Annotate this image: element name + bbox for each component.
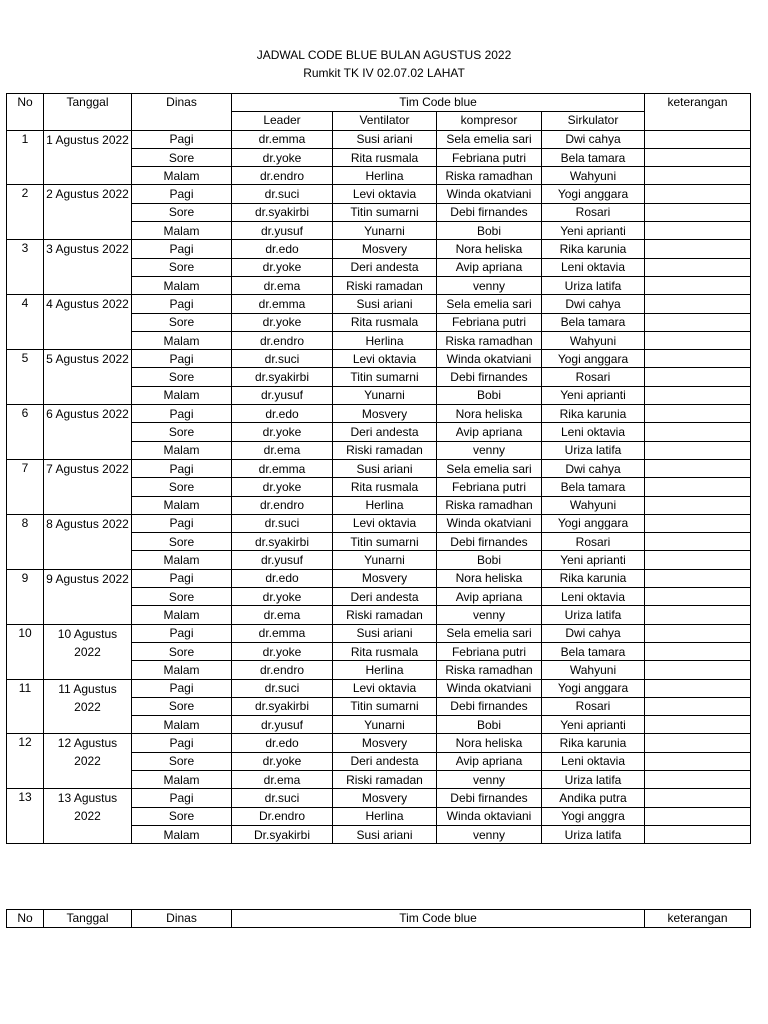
shift-kompresor: Febriana putri (437, 478, 542, 496)
header-ventilator: Ventilator (333, 112, 437, 130)
shift-leader: dr.ema (232, 441, 333, 459)
header-tim-code-blue: Tim Code blue (232, 910, 645, 928)
shift-leader: dr.ema (232, 606, 333, 624)
shift-leader: dr.yoke (232, 588, 333, 606)
shift-ventilator: Deri andesta (333, 258, 437, 276)
shift-dinas: Sore (132, 148, 232, 166)
shift-leader: dr.endro (232, 167, 333, 185)
shift-keterangan (645, 606, 751, 624)
shift-leader: dr.yoke (232, 148, 333, 166)
shift-sirkulator: Yeni aprianti (542, 551, 645, 569)
shift-kompresor: Winda okatviani (437, 679, 542, 697)
day-date: 8 Agustus 2022 (44, 514, 132, 569)
shift-leader: dr.yoke (232, 258, 333, 276)
day-number: 13 (7, 789, 44, 844)
day-number: 7 (7, 459, 44, 514)
shift-kompresor: Riska ramadhan (437, 167, 542, 185)
shift-keterangan (645, 130, 751, 148)
day-number: 9 (7, 569, 44, 624)
header-keterangan: keterangan (645, 910, 751, 928)
shift-dinas: Pagi (132, 789, 232, 807)
day-number: 1 (7, 130, 44, 185)
shift-keterangan (645, 588, 751, 606)
shift-leader: Dr.endro (232, 807, 333, 825)
shift-kompresor: Nora heliska (437, 240, 542, 258)
schedule-table-continued (6, 909, 751, 928)
shift-dinas: Sore (132, 203, 232, 221)
shift-kompresor: Nora heliska (437, 569, 542, 587)
shift-leader: dr.suci (232, 350, 333, 368)
day-number: 11 (7, 679, 44, 734)
shift-ventilator: Titin sumarni (333, 697, 437, 715)
day-number: 5 (7, 350, 44, 405)
shift-leader: dr.suci (232, 789, 333, 807)
day-date: 4 Agustus 2022 (44, 295, 132, 350)
shift-keterangan (645, 405, 751, 423)
shift-ventilator: Yunarni (333, 222, 437, 240)
shift-dinas: Malam (132, 331, 232, 349)
shift-kompresor: Bobi (437, 551, 542, 569)
shift-dinas: Sore (132, 313, 232, 331)
schedule-body (7, 130, 751, 844)
shift-dinas: Pagi (132, 240, 232, 258)
shift-sirkulator: Bela tamara (542, 478, 645, 496)
shift-kompresor: venny (437, 770, 542, 788)
shift-dinas: Malam (132, 167, 232, 185)
shift-dinas: Malam (132, 716, 232, 734)
shift-dinas: Sore (132, 368, 232, 386)
shift-kompresor: Nora heliska (437, 734, 542, 752)
shift-ventilator: Deri andesta (333, 752, 437, 770)
shift-dinas: Malam (132, 496, 232, 514)
shift-ventilator: Yunarni (333, 386, 437, 404)
shift-keterangan (645, 386, 751, 404)
shift-keterangan (645, 514, 751, 532)
shift-leader: dr.yoke (232, 752, 333, 770)
shift-ventilator: Herlina (333, 496, 437, 514)
header-row-continued (7, 910, 751, 928)
shift-sirkulator: Wahyuni (542, 496, 645, 514)
shift-sirkulator: Dwi cahya (542, 130, 645, 148)
shift-sirkulator: Rosari (542, 697, 645, 715)
shift-ventilator: Deri andesta (333, 423, 437, 441)
shift-dinas: Sore (132, 752, 232, 770)
shift-keterangan (645, 478, 751, 496)
shift-keterangan (645, 551, 751, 569)
shift-leader: dr.yoke (232, 478, 333, 496)
shift-kompresor: Sela emelia sari (437, 295, 542, 313)
shift-kompresor: Febriana putri (437, 642, 542, 660)
shift-dinas: Malam (132, 386, 232, 404)
shift-sirkulator: Andika putra (542, 789, 645, 807)
shift-leader: dr.emma (232, 295, 333, 313)
table-row (7, 405, 751, 423)
shift-keterangan (645, 752, 751, 770)
shift-kompresor: venny (437, 441, 542, 459)
shift-sirkulator: Uriza latifa (542, 770, 645, 788)
shift-sirkulator: Yogi anggara (542, 185, 645, 203)
shift-leader: dr.endro (232, 331, 333, 349)
day-number: 8 (7, 514, 44, 569)
shift-ventilator: Levi oktavia (333, 185, 437, 203)
table-row (7, 679, 751, 697)
shift-leader: dr.emma (232, 624, 333, 642)
shift-keterangan (645, 569, 751, 587)
shift-keterangan (645, 258, 751, 276)
shift-leader: dr.yusuf (232, 386, 333, 404)
shift-sirkulator: Uriza latifa (542, 606, 645, 624)
shift-dinas: Sore (132, 478, 232, 496)
shift-keterangan (645, 313, 751, 331)
shift-kompresor: Febriana putri (437, 148, 542, 166)
day-number: 3 (7, 240, 44, 295)
shift-leader: dr.syakirbi (232, 203, 333, 221)
shift-dinas: Malam (132, 276, 232, 294)
table-row (7, 130, 751, 148)
shift-ventilator: Herlina (333, 807, 437, 825)
shift-keterangan (645, 295, 751, 313)
shift-ventilator: Titin sumarni (333, 368, 437, 386)
shift-keterangan (645, 661, 751, 679)
day-date: 6 Agustus 2022 (44, 405, 132, 460)
shift-sirkulator: Uriza latifa (542, 825, 645, 843)
shift-dinas: Pagi (132, 679, 232, 697)
day-number: 6 (7, 405, 44, 460)
table-row (7, 295, 751, 313)
shift-leader: dr.suci (232, 514, 333, 532)
shift-dinas: Pagi (132, 459, 232, 477)
shift-sirkulator: Yogi anggara (542, 350, 645, 368)
shift-sirkulator: Rika karunia (542, 734, 645, 752)
shift-ventilator: Susi ariani (333, 825, 437, 843)
day-date: 2 Agustus 2022 (44, 185, 132, 240)
shift-leader: dr.yusuf (232, 222, 333, 240)
shift-keterangan (645, 807, 751, 825)
shift-keterangan (645, 203, 751, 221)
shift-sirkulator: Dwi cahya (542, 459, 645, 477)
shift-leader: dr.edo (232, 734, 333, 752)
shift-sirkulator: Yeni aprianti (542, 716, 645, 734)
day-number: 2 (7, 185, 44, 240)
header-tim-code-blue: Tim Code blue (232, 94, 645, 112)
shift-kompresor: Nora heliska (437, 405, 542, 423)
table-row (7, 514, 751, 532)
shift-kompresor: Bobi (437, 386, 542, 404)
shift-kompresor: Sela emelia sari (437, 624, 542, 642)
shift-kompresor: Debi firnandes (437, 789, 542, 807)
shift-kompresor: Sela emelia sari (437, 459, 542, 477)
shift-dinas: Sore (132, 697, 232, 715)
shift-sirkulator: Wahyuni (542, 661, 645, 679)
shift-kompresor: Avip apriana (437, 258, 542, 276)
header-row (7, 94, 751, 112)
shift-keterangan (645, 825, 751, 843)
table-row (7, 789, 751, 807)
shift-ventilator: Herlina (333, 661, 437, 679)
shift-ventilator: Riski ramadan (333, 441, 437, 459)
shift-sirkulator: Dwi cahya (542, 624, 645, 642)
shift-ventilator: Riski ramadan (333, 276, 437, 294)
table-row (7, 240, 751, 258)
shift-kompresor: Winda oktaviani (437, 807, 542, 825)
shift-sirkulator: Rosari (542, 533, 645, 551)
header-tanggal: Tanggal (44, 910, 132, 928)
shift-dinas: Pagi (132, 569, 232, 587)
shift-kompresor: Winda okatviani (437, 185, 542, 203)
table-row (7, 569, 751, 587)
shift-dinas: Sore (132, 423, 232, 441)
shift-dinas: Malam (132, 222, 232, 240)
shift-kompresor: Debi firnandes (437, 697, 542, 715)
shift-leader: dr.ema (232, 770, 333, 788)
shift-keterangan (645, 789, 751, 807)
day-date: 12 Agustus 2022 (44, 734, 132, 789)
shift-sirkulator: Uriza latifa (542, 276, 645, 294)
shift-leader: dr.syakirbi (232, 697, 333, 715)
header-no: No (7, 910, 44, 928)
shift-dinas: Pagi (132, 624, 232, 642)
day-date: 7 Agustus 2022 (44, 459, 132, 514)
shift-ventilator: Herlina (333, 167, 437, 185)
shift-leader: dr.suci (232, 679, 333, 697)
shift-sirkulator: Rosari (542, 203, 645, 221)
shift-keterangan (645, 770, 751, 788)
day-number: 12 (7, 734, 44, 789)
shift-keterangan (645, 185, 751, 203)
shift-kompresor: Sela emelia sari (437, 130, 542, 148)
shift-kompresor: Febriana putri (437, 313, 542, 331)
shift-sirkulator: Bela tamara (542, 148, 645, 166)
day-number: 10 (7, 624, 44, 679)
shift-sirkulator: Dwi cahya (542, 295, 645, 313)
shift-ventilator: Titin sumarni (333, 533, 437, 551)
shift-keterangan (645, 350, 751, 368)
shift-leader: dr.emma (232, 130, 333, 148)
document-title: JADWAL CODE BLUE BULAN AGUSTUS 2022 (256, 48, 512, 62)
shift-keterangan (645, 423, 751, 441)
shift-kompresor: venny (437, 276, 542, 294)
shift-keterangan (645, 276, 751, 294)
shift-kompresor: Debi firnandes (437, 368, 542, 386)
shift-ventilator: Yunarni (333, 716, 437, 734)
shift-leader: Dr.syakirbi (232, 825, 333, 843)
day-date: 9 Agustus 2022 (44, 569, 132, 624)
shift-dinas: Sore (132, 588, 232, 606)
shift-sirkulator: Rosari (542, 368, 645, 386)
shift-ventilator: Titin sumarni (333, 203, 437, 221)
shift-leader: dr.yoke (232, 313, 333, 331)
shift-sirkulator: Yeni aprianti (542, 386, 645, 404)
shift-leader: dr.yoke (232, 642, 333, 660)
shift-dinas: Pagi (132, 350, 232, 368)
shift-leader: dr.edo (232, 569, 333, 587)
shift-keterangan (645, 496, 751, 514)
shift-ventilator: Rita rusmala (333, 148, 437, 166)
shift-ventilator: Mosvery (333, 734, 437, 752)
table-row (7, 459, 751, 477)
shift-kompresor: Debi firnandes (437, 203, 542, 221)
day-date: 10 Agustus 2022 (44, 624, 132, 679)
table-row (7, 734, 751, 752)
shift-keterangan (645, 222, 751, 240)
shift-kompresor: Riska ramadhan (437, 661, 542, 679)
table-row (7, 624, 751, 642)
shift-leader: dr.emma (232, 459, 333, 477)
shift-dinas: Pagi (132, 185, 232, 203)
shift-kompresor: Bobi (437, 716, 542, 734)
shift-sirkulator: Yogi anggra (542, 807, 645, 825)
shift-keterangan (645, 533, 751, 551)
shift-keterangan (645, 716, 751, 734)
shift-leader: dr.edo (232, 405, 333, 423)
header-dinas: Dinas (132, 94, 232, 131)
shift-sirkulator: Bela tamara (542, 313, 645, 331)
shift-dinas: Malam (132, 770, 232, 788)
shift-leader: dr.syakirbi (232, 368, 333, 386)
shift-leader: dr.endro (232, 496, 333, 514)
day-date: 13 Agustus 2022 (44, 789, 132, 844)
shift-dinas: Malam (132, 441, 232, 459)
shift-keterangan (645, 697, 751, 715)
shift-sirkulator: Leni oktavia (542, 423, 645, 441)
shift-ventilator: Susi ariani (333, 459, 437, 477)
shift-kompresor: Bobi (437, 222, 542, 240)
shift-dinas: Sore (132, 807, 232, 825)
shift-dinas: Pagi (132, 514, 232, 532)
shift-ventilator: Mosvery (333, 569, 437, 587)
day-date: 1 Agustus 2022 (44, 130, 132, 185)
shift-sirkulator: Rika karunia (542, 569, 645, 587)
shift-kompresor: venny (437, 606, 542, 624)
shift-kompresor: Avip apriana (437, 423, 542, 441)
shift-sirkulator: Rika karunia (542, 405, 645, 423)
shift-ventilator: Deri andesta (333, 588, 437, 606)
shift-ventilator: Yunarni (333, 551, 437, 569)
document-subtitle: Rumkit TK IV 02.07.02 LAHAT (303, 66, 465, 80)
day-date: 11 Agustus 2022 (44, 679, 132, 734)
shift-keterangan (645, 167, 751, 185)
shift-kompresor: Riska ramadhan (437, 331, 542, 349)
header-sirkulator: Sirkulator (542, 112, 645, 130)
shift-ventilator: Riski ramadan (333, 606, 437, 624)
shift-keterangan (645, 734, 751, 752)
shift-keterangan (645, 642, 751, 660)
shift-keterangan (645, 148, 751, 166)
schedule-table (6, 93, 751, 844)
shift-dinas: Pagi (132, 405, 232, 423)
shift-keterangan (645, 679, 751, 697)
shift-dinas: Malam (132, 661, 232, 679)
shift-ventilator: Susi ariani (333, 624, 437, 642)
shift-dinas: Pagi (132, 734, 232, 752)
shift-dinas: Pagi (132, 295, 232, 313)
shift-leader: dr.edo (232, 240, 333, 258)
shift-dinas: Sore (132, 642, 232, 660)
shift-ventilator: Susi ariani (333, 130, 437, 148)
day-date: 5 Agustus 2022 (44, 350, 132, 405)
shift-ventilator: Rita rusmala (333, 478, 437, 496)
shift-sirkulator: Leni oktavia (542, 588, 645, 606)
shift-leader: dr.yoke (232, 423, 333, 441)
shift-sirkulator: Wahyuni (542, 167, 645, 185)
shift-kompresor: Riska ramadhan (437, 496, 542, 514)
shift-dinas: Sore (132, 533, 232, 551)
header-leader: Leader (232, 112, 333, 130)
shift-sirkulator: Yogi anggara (542, 514, 645, 532)
table-row (7, 350, 751, 368)
shift-keterangan (645, 368, 751, 386)
day-date: 3 Agustus 2022 (44, 240, 132, 295)
shift-sirkulator: Yeni aprianti (542, 222, 645, 240)
shift-ventilator: Rita rusmala (333, 642, 437, 660)
shift-keterangan (645, 331, 751, 349)
shift-keterangan (645, 459, 751, 477)
shift-dinas: Malam (132, 825, 232, 843)
shift-keterangan (645, 441, 751, 459)
shift-ventilator: Riski ramadan (333, 770, 437, 788)
shift-ventilator: Levi oktavia (333, 514, 437, 532)
shift-ventilator: Susi ariani (333, 295, 437, 313)
shift-sirkulator: Leni oktavia (542, 752, 645, 770)
shift-dinas: Sore (132, 258, 232, 276)
shift-leader: dr.endro (232, 661, 333, 679)
shift-dinas: Pagi (132, 130, 232, 148)
header-tanggal: Tanggal (44, 94, 132, 131)
shift-ventilator: Levi oktavia (333, 350, 437, 368)
shift-ventilator: Herlina (333, 331, 437, 349)
shift-kompresor: venny (437, 825, 542, 843)
shift-ventilator: Mosvery (333, 240, 437, 258)
shift-sirkulator: Wahyuni (542, 331, 645, 349)
shift-kompresor: Winda okatviani (437, 514, 542, 532)
shift-sirkulator: Leni oktavia (542, 258, 645, 276)
shift-sirkulator: Rika karunia (542, 240, 645, 258)
shift-keterangan (645, 240, 751, 258)
shift-ventilator: Rita rusmala (333, 313, 437, 331)
shift-sirkulator: Yogi anggara (542, 679, 645, 697)
shift-keterangan (645, 624, 751, 642)
shift-leader: dr.syakirbi (232, 533, 333, 551)
shift-leader: dr.yusuf (232, 716, 333, 734)
table-row (7, 185, 751, 203)
shift-sirkulator: Bela tamara (542, 642, 645, 660)
header-dinas: Dinas (132, 910, 232, 928)
shift-ventilator: Mosvery (333, 405, 437, 423)
shift-kompresor: Avip apriana (437, 588, 542, 606)
shift-sirkulator: Uriza latifa (542, 441, 645, 459)
shift-dinas: Malam (132, 606, 232, 624)
shift-ventilator: Levi oktavia (333, 679, 437, 697)
shift-leader: dr.suci (232, 185, 333, 203)
shift-ventilator: Mosvery (333, 789, 437, 807)
shift-leader: dr.yusuf (232, 551, 333, 569)
shift-kompresor: Avip apriana (437, 752, 542, 770)
header-no: No (7, 94, 44, 131)
shift-kompresor: Winda okatviani (437, 350, 542, 368)
shift-dinas: Malam (132, 551, 232, 569)
shift-leader: dr.ema (232, 276, 333, 294)
day-number: 4 (7, 295, 44, 350)
header-keterangan: keterangan (645, 94, 751, 131)
header-kompresor: kompresor (437, 112, 542, 130)
shift-kompresor: Debi firnandes (437, 533, 542, 551)
